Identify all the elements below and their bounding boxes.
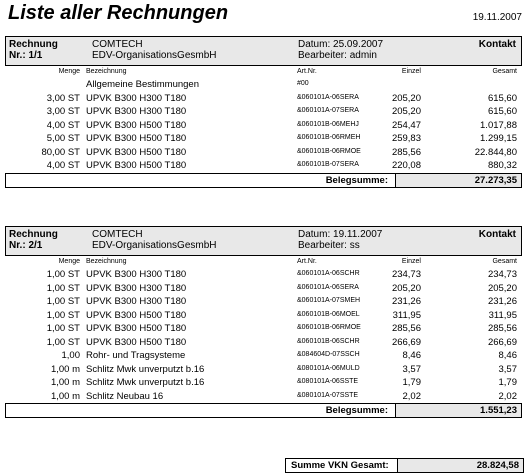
row-unit-price: 231,26 (391, 296, 421, 307)
table-row (5, 322, 522, 336)
row-quantity: 1,00 ST (46, 309, 80, 321)
table-row (5, 376, 522, 390)
table-row (5, 119, 522, 133)
table-row (5, 105, 522, 119)
table-row (5, 295, 522, 309)
col-einzel: Einzel (401, 258, 421, 265)
row-description: UPVK B300 H300 T180 (86, 269, 187, 280)
row-unit-price: 220,08 (391, 160, 421, 171)
company-name-2: EDV-OrganisationsGesmbH (92, 240, 217, 251)
col-artnr: Art.Nr. (297, 258, 317, 265)
invoice-sum-label: Belegsumme: (325, 174, 388, 186)
row-total: 615,60 (487, 106, 517, 117)
column-header-row (5, 256, 522, 268)
row-total: 234,73 (487, 269, 517, 280)
row-quantity: 1,00 m (50, 377, 80, 388)
row-unit-price: 1,79 (402, 377, 421, 388)
row-article-number: &060101A-06SERA (297, 93, 359, 101)
row-quantity: 5,00 ST (46, 133, 80, 144)
row-total: 1.017,88 (480, 119, 517, 131)
company-name: COMTECH (92, 39, 143, 50)
row-article-number: &060101A-07SMEH (297, 297, 361, 304)
row-unit-price: 285,56 (391, 146, 421, 158)
grand-total-value-box (397, 459, 523, 472)
row-description: UPVK B300 H300 T180 (86, 296, 187, 307)
invoice-header (5, 36, 522, 66)
table-row (5, 132, 522, 146)
row-unit-price: 311,95 (392, 309, 421, 321)
table-row (5, 78, 522, 92)
invoice-date: Datum: 19.11.2007 (298, 229, 383, 240)
invoice-date: Datum: 25.09.2007 (298, 39, 384, 50)
invoice-editor: Bearbeiter: ss (298, 240, 360, 251)
row-article-number: &060101A-06SERA (297, 283, 359, 291)
table-row (5, 363, 522, 377)
col-gesamt: Gesamt (492, 68, 517, 75)
row-description: UPVK B300 H500 T180 (86, 323, 187, 334)
invoice-sum-row (5, 403, 522, 418)
invoice-block (5, 226, 522, 418)
row-article-number: &080101A-07SSTE (297, 391, 359, 399)
row-total: 1.299,15 (480, 133, 517, 144)
table-row (5, 336, 522, 350)
row-total: 266,69 (487, 336, 517, 348)
row-quantity: 1,00 (61, 350, 80, 361)
row-article-number: &060101A-06SCHR (297, 270, 360, 277)
row-description: UPVK B300 H500 T180 (86, 309, 187, 321)
page-title: Liste aller Rechnungen (8, 2, 229, 24)
row-article-number: &060101B-06MEHJ (297, 120, 359, 128)
row-total: 311,95 (488, 309, 517, 321)
row-total: 205,20 (487, 282, 517, 294)
row-total: 8,46 (498, 350, 517, 361)
row-description: UPVK B300 H300 T180 (86, 106, 187, 117)
invoice-number: Nr.: 1/1 (9, 50, 43, 61)
invoice-sum-value: 27.273,35 (474, 174, 517, 186)
col-bezeichnung: Bezeichnung (86, 68, 127, 75)
company-cell (92, 39, 217, 61)
grand-total (285, 458, 524, 473)
row-quantity: 1,00 ST (46, 269, 80, 280)
row-quantity: 1,00 ST (46, 336, 80, 348)
grand-total-value: 28.824,58 (476, 460, 519, 471)
row-quantity: 3,00 ST (46, 92, 80, 104)
row-description: Schlitz Mwk unverputzt b.16 (86, 377, 205, 388)
row-description: Schlitz Neubau 16 (86, 390, 164, 402)
table-row (5, 268, 522, 282)
row-description: UPVK B300 H500 T180 (86, 133, 187, 144)
invoice-sum-value-box (395, 174, 521, 187)
row-total: 22.844,80 (474, 146, 517, 158)
row-total: 2,02 (498, 390, 517, 402)
date-cell (298, 39, 383, 61)
row-article-number: &060101B-06RMOE (297, 324, 361, 331)
row-unit-price: 259,83 (391, 133, 421, 144)
row-unit-price: 3,57 (402, 363, 421, 375)
row-description: UPVK B300 H500 T180 (86, 160, 187, 171)
row-article-number: &080101A-06SSTE (297, 378, 359, 385)
row-article-number: &060101B-07SERA (297, 161, 359, 168)
contact-label: Kontakt (478, 229, 516, 240)
table-row (5, 390, 522, 404)
row-quantity: 4,00 ST (46, 119, 80, 131)
row-description: UPVK B300 H300 T180 (86, 92, 187, 104)
row-unit-price: 234,73 (391, 269, 421, 280)
col-bezeichnung: Bezeichnung (86, 258, 127, 265)
row-unit-price: 266,69 (391, 336, 421, 348)
contact-label: Kontakt (478, 39, 516, 50)
row-article-number: &060101B-06RMOE (297, 147, 361, 155)
invoice-header (5, 226, 522, 256)
invoice-number-cell (9, 39, 58, 61)
row-description: Allgemeine Bestimmungen (86, 79, 200, 90)
row-description: Schlitz Mwk unverputzt b.16 (86, 363, 205, 375)
company-name-2: EDV-OrganisationsGesmbH (92, 50, 217, 61)
column-header-row (5, 66, 522, 78)
row-quantity: 3,00 ST (46, 106, 80, 117)
row-quantity: 1,00 ST (46, 296, 80, 307)
row-article-number: &084604D-07SSCH (297, 351, 360, 358)
table-row (5, 282, 522, 296)
row-unit-price: 254,47 (391, 119, 421, 131)
col-artnr: Art.Nr. (297, 68, 317, 75)
table-row (5, 92, 522, 106)
row-article-number: &060101B-06SCHR (297, 337, 360, 345)
row-quantity: 1,00 m (50, 390, 80, 402)
invoice-sum-row (5, 173, 522, 188)
row-quantity: 4,00 ST (46, 160, 80, 171)
grand-total-label: Summe VKN Gesamt: (291, 460, 389, 471)
invoice-block (5, 36, 522, 188)
invoice-sum-value: 1.551,23 (480, 405, 517, 416)
row-article-number: &060101B-06RMEH (297, 134, 361, 141)
row-unit-price: 205,20 (391, 282, 421, 294)
row-unit-price: 205,20 (391, 106, 421, 117)
row-description: UPVK B300 H500 T180 (86, 119, 187, 131)
row-article-number: &060101B-06MOEL (297, 310, 360, 318)
invoice-number: Nr.: 2/1 (9, 240, 43, 251)
row-unit-price: 205,20 (391, 92, 421, 104)
invoice-label: Rechnung (9, 229, 58, 240)
col-einzel: Einzel (401, 68, 421, 75)
row-description: UPVK B300 H300 T180 (86, 282, 187, 294)
table-row (5, 146, 522, 160)
row-article-number: #00 (297, 80, 309, 87)
col-menge: Menge (58, 68, 80, 75)
row-quantity: 80,00 ST (41, 146, 80, 158)
report-date: 19.11.2007 (472, 12, 522, 23)
row-total: 615,60 (487, 92, 517, 104)
row-unit-price: 8,46 (402, 350, 421, 361)
date-cell (298, 229, 382, 251)
company-name: COMTECH (92, 229, 143, 240)
row-total: 231,26 (487, 296, 517, 307)
col-gesamt: Gesamt (492, 258, 517, 265)
row-total: 880,32 (487, 160, 517, 171)
row-quantity: 1,00 m (50, 363, 80, 375)
row-article-number: &060101A-07SERA (297, 107, 359, 114)
row-total: 285,56 (487, 323, 517, 334)
row-total: 3,57 (498, 363, 517, 375)
invoice-label: Rechnung (9, 39, 58, 50)
invoice-editor: Bearbeiter: admin (298, 50, 377, 61)
row-quantity: 1,00 ST (46, 282, 80, 294)
invoice-sum-value-box (395, 404, 521, 417)
row-article-number: &080101A-06MULD (297, 364, 360, 372)
table-row (5, 309, 522, 323)
row-quantity: 1,00 ST (46, 323, 80, 334)
company-cell (92, 229, 217, 251)
row-unit-price: 285,56 (391, 323, 421, 334)
row-description: UPVK B300 H500 T180 (86, 146, 187, 158)
table-row (5, 159, 522, 173)
table-row (5, 349, 522, 363)
col-menge: Menge (58, 258, 80, 265)
invoice-number-cell (9, 229, 58, 251)
row-description: UPVK B300 H500 T180 (86, 336, 187, 348)
row-description: Rohr- und Tragsysteme (86, 350, 186, 361)
row-unit-price: 2,02 (402, 390, 421, 402)
invoice-sum-label: Belegsumme: (325, 405, 388, 416)
row-total: 1,79 (498, 377, 517, 388)
